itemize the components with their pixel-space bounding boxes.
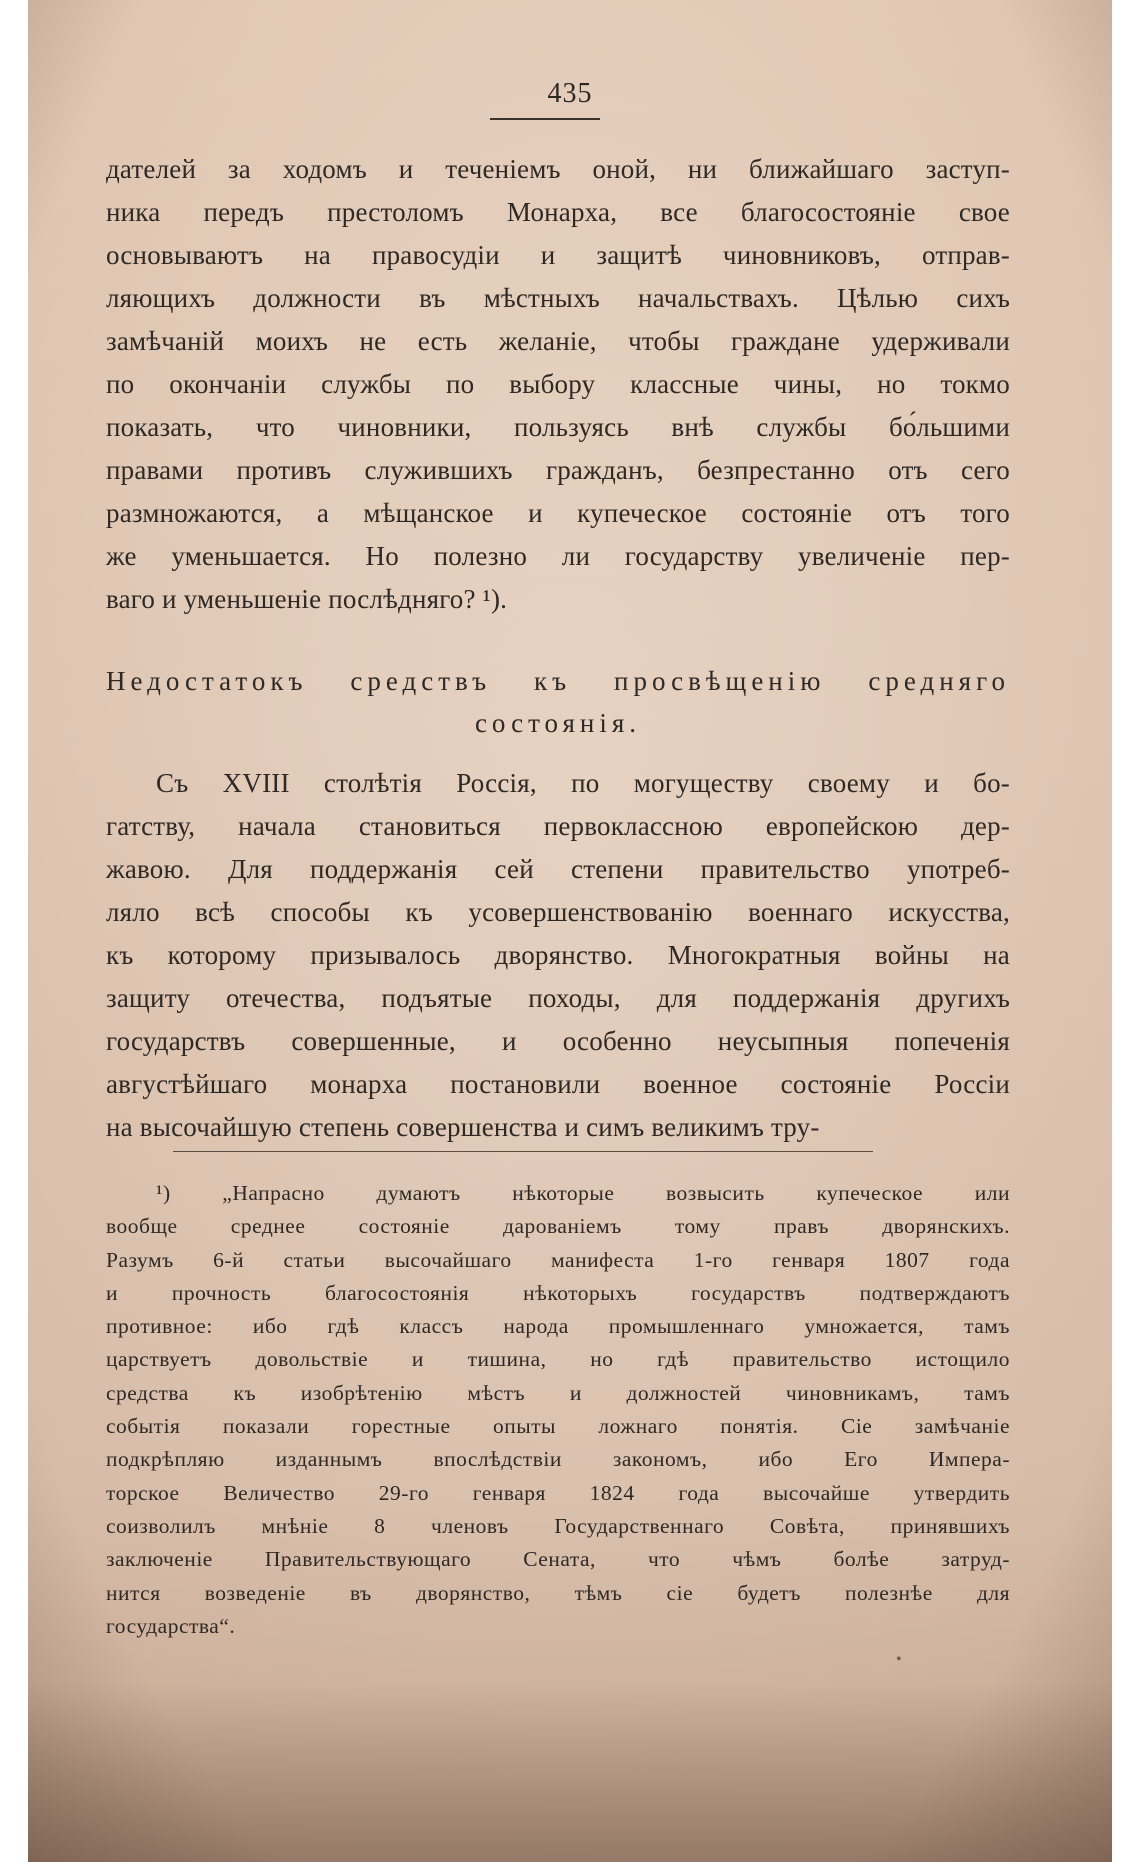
paragraph-2 [106, 762, 1010, 1149]
footnote-line: ¹) „Напрасно думаютъ нѣкоторые возвысить купеческое или [156, 1181, 1010, 1205]
scanned-page [28, 0, 1112, 1862]
footnote-line: Разумъ 6-й статьи высочайшаго манифеста 1-го генваря 1807 года [106, 1247, 1010, 1272]
page-number: 435 [547, 78, 593, 109]
paragraph1-line: ляющихъ должности въ мѣстныхъ начальствахъ. Цѣлью сихъ [106, 283, 1010, 313]
section-heading [106, 660, 1010, 744]
paragraph2-line: на высочайшую степень совершенства и симъ великимъ тру- [106, 1112, 820, 1142]
footnote-line: событія показали горестные опыты ложнаго понятія. Сіе замѣчаніе [106, 1414, 1010, 1439]
paragraph1-line: замѣчаній моихъ не есть желаніе, чтобы граждане удерживали [106, 326, 1010, 356]
paragraph1-line: же уменьшается. Но полезно ли государству увеличеніе пер- [106, 541, 1010, 571]
footnote-line: соизволилъ мнѣніе 8 членовъ Государственнаго Совѣта, принявшихъ [106, 1513, 1010, 1538]
heading-line-1: Недостатокъ средствъ къ просвѣщенію средняго [106, 666, 1010, 696]
page-number-rule [490, 118, 600, 120]
footnote [106, 1177, 1010, 1643]
paragraph2-line: защиту отечества, подъятые походы, для поддержанія другихъ [106, 983, 1010, 1013]
paragraph1-line: по окончаніи службы по выбору классные чины, но токмо [106, 369, 1010, 399]
footnote-line: средства къ изобрѣтенію мѣстъ и должностей чиновникамъ, тамъ [106, 1380, 1010, 1405]
paragraph2-line: гатству, начала становиться первоклассною европейскою дер- [106, 811, 1010, 841]
heading-line-2: состоянія. [474, 708, 642, 738]
footnote-line: царствуетъ довольствіе и тишина, но гдѣ правительство истощило [106, 1347, 1010, 1372]
footnote-line: и прочность благосостоянія нѣкоторыхъ государствъ подтверждаютъ [106, 1280, 1010, 1305]
paragraph1-line: размножаются, а мѣщанское и купеческое состояніе отъ того [106, 498, 1010, 528]
speck-mark: • [896, 1651, 902, 1668]
paragraph-1 [106, 148, 1010, 621]
paragraph1-line: ника передъ престоломъ Монарха, все благосостояніе свое [106, 197, 1010, 227]
paragraph2-line: Съ XVIII столѣтія Россія, по могуществу своему и бо- [156, 768, 1010, 798]
footnote-line: противное: ибо гдѣ классъ народа промышленнаго умножается, тамъ [106, 1314, 1010, 1339]
footnote-line: торское Величество 29-го генваря 1824 года высочайше утвердить [106, 1480, 1010, 1505]
footnote-line: вообще среднее состояніе дарованіемъ тому правъ дворянскихъ. [106, 1214, 1010, 1239]
paragraph2-line: жавою. Для поддержанія сей степени правительство употреб- [106, 854, 1010, 884]
paragraph1-line: показать, что чиновники, пользуясь внѣ службы бо́льшими [106, 412, 1010, 442]
paragraph1-line: дателей за ходомъ и теченіемъ оной, ни ближайшаго заступ- [106, 154, 1010, 184]
paragraph1-line: основываютъ на правосудіи и защитѣ чиновниковъ, отправ- [106, 240, 1010, 270]
paragraph2-line: ляло всѣ способы къ усовершенствованію военнаго искусства, [106, 897, 1010, 927]
footnote-line: нится возведеніе въ дворянство, тѣмъ сіе будетъ полезнѣе для [106, 1580, 1010, 1605]
paragraph2-line: государствъ совершенные, и особенно неусыпныя попеченія [106, 1026, 1010, 1056]
footnote-line: подкрѣпляю изданнымъ впослѣдствіи закономъ, ибо Его Импера- [106, 1447, 1010, 1472]
paragraph2-line: къ которому призывалось дворянство. Многократныя войны на [106, 940, 1010, 970]
footnote-rule [173, 1151, 873, 1152]
paragraph1-line: ваго и уменьшеніе послѣдняго? ¹). [106, 584, 508, 614]
paragraph1-line: правами противъ служившихъ гражданъ, безпрестанно отъ сего [106, 455, 1010, 485]
footnote-line: заключеніе Правительствующаго Сената, что чѣмъ болѣе затруд- [106, 1547, 1010, 1572]
footnote-line: государства“. [106, 1613, 236, 1638]
paragraph2-line: августѣйшаго монарха постановили военное состояніе Россіи [106, 1069, 1010, 1099]
